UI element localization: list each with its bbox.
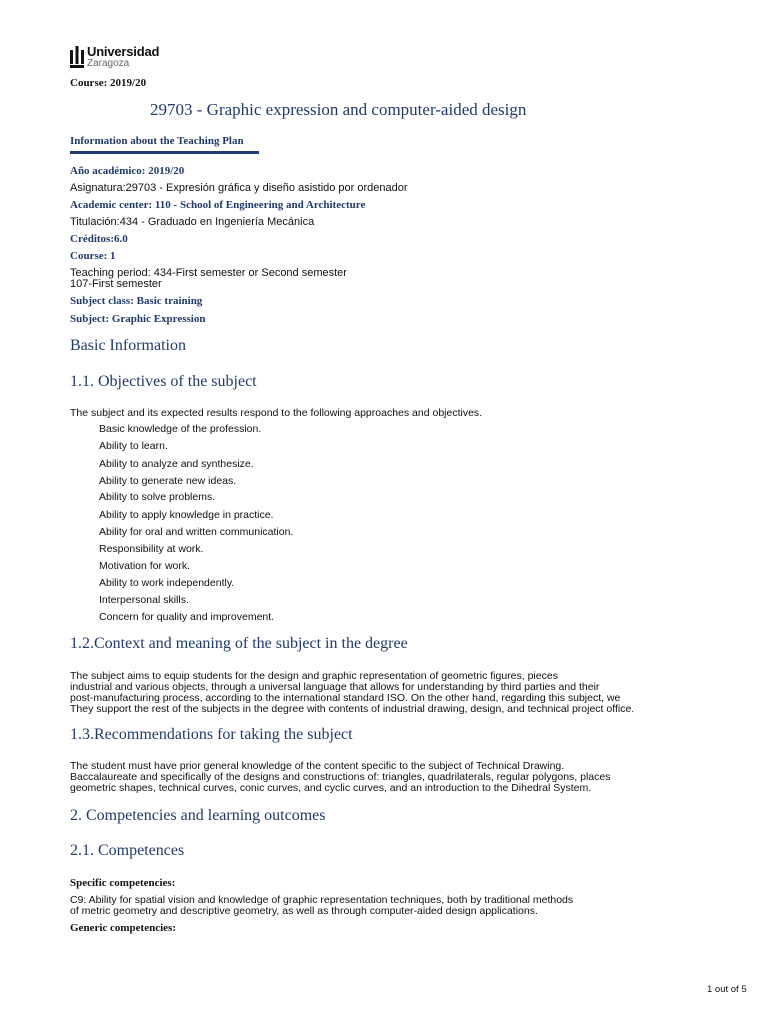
subject-name: Subject: Graphic Expression — [70, 313, 206, 325]
recommendations-heading: 1.3.Recommendations for taking the subject — [70, 726, 353, 743]
teaching-plan-underline — [70, 151, 259, 154]
subject-class: Subject class: Basic training — [70, 295, 203, 307]
list-item: Ability to solve problems. — [99, 491, 216, 503]
list-item: Ability to analyze and synthesize. — [99, 458, 254, 470]
list-item: Concern for quality and improvement. — [99, 611, 275, 623]
context-line: post-manufacturing process, according to the international standard ISO. On the other hand, regarding this subject, we — [70, 692, 621, 704]
logo-city: Zaragoza — [87, 58, 130, 69]
context-line: industrial and various objects, through a universal language that allows for understanding by third parties and their — [70, 681, 600, 693]
list-item: Ability to work independently. — [99, 577, 235, 589]
generic-competencies-label: Generic competencies: — [70, 922, 176, 934]
list-item: Basic knowledge of the profession. — [99, 423, 262, 435]
list-item: Ability to apply knowledge in practice. — [99, 509, 274, 521]
c9-line: of metric geometry and descriptive geometry, as well as through computer-aided design applications. — [70, 905, 538, 917]
objectives-intro: The subject and its expected results respond to the following approaches and objectives. — [70, 407, 483, 419]
page-number: 1 out of 5 — [707, 984, 747, 995]
course-number: Course: 1 — [70, 250, 116, 262]
university-logo — [70, 44, 170, 72]
page-title: 29703 - Graphic expression and computer-aided design — [150, 100, 527, 119]
teaching-plan-link[interactable]: Information about the Teaching Plan — [70, 135, 244, 147]
recommendations-line: The student must have prior general knowledge of the content specific to the subject of Technical Drawing. — [70, 760, 565, 772]
basic-information-heading: Basic Information — [70, 337, 186, 354]
list-item: Ability for oral and written communication. — [99, 526, 294, 538]
logo-name: Universidad — [87, 44, 160, 59]
titulacion: Titulación:434 - Graduado en Ingeniería Mecánica — [70, 216, 315, 228]
competencies-heading: 2. Competencies and learning outcomes — [70, 807, 326, 824]
context-heading: 1.2.Context and meaning of the subject in the degree — [70, 635, 408, 652]
objectives-heading: 1.1. Objectives of the subject — [70, 373, 257, 390]
recommendations-line: geometric shapes, technical curves, conic curves, and cyclic curves, and an introduction to the Dihedral System. — [70, 782, 592, 794]
university-crest-icon — [70, 46, 84, 68]
list-item: Ability to generate new ideas. — [99, 475, 237, 487]
teaching-period: Teaching period: 434-First semester or Second semester — [70, 267, 347, 279]
recommendations-line: Baccalaureate and specifically of the designs and constructions of: triangles, quadrilaterals, regular polygons, places — [70, 771, 611, 783]
teaching-period-2: 107-First semester — [70, 278, 162, 290]
context-line: The subject aims to equip students for the design and graphic representation of geometric figures, pieces — [70, 670, 558, 682]
specific-competencies-label: Specific competencies: — [70, 877, 176, 889]
list-item: Motivation for work. — [99, 560, 191, 572]
creditos: Créditos:6.0 — [70, 233, 128, 245]
course-year: Course: 2019/20 — [70, 77, 147, 89]
list-item: Ability to learn. — [99, 440, 168, 452]
c9-line: C9: Ability for spatial vision and knowledge of graphic representation techniques, both by traditional methods — [70, 894, 574, 906]
academic-center: Academic center: 110 - School of Engineering and Architecture — [70, 199, 366, 211]
competences-heading: 2.1. Competences — [70, 842, 185, 859]
list-item: Interpersonal skills. — [99, 594, 189, 606]
asignatura: Asignatura:29703 - Expresión gráfica y diseño asistido por ordenador — [70, 182, 408, 194]
list-item: Responsibility at work. — [99, 543, 204, 555]
academic-year: Año académico: 2019/20 — [70, 165, 185, 177]
context-line: They support the rest of the subjects in the degree with contents of industrial drawing, design, and technical project office. — [70, 703, 635, 715]
